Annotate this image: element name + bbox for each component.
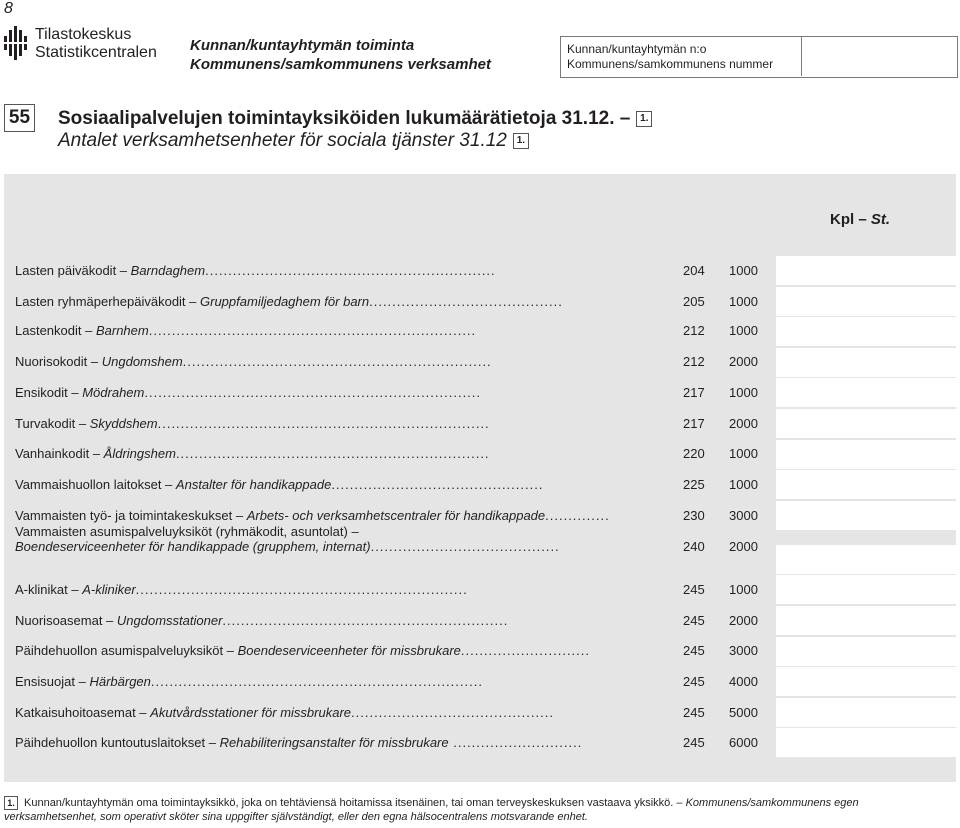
count-input[interactable] <box>776 287 956 316</box>
logo-name-sv: Statistikcentralen <box>35 44 157 61</box>
row-label: Lasten ryhmäperhepäiväkodit – Gruppfamiljedaghem för barn.......................................... <box>15 294 563 309</box>
row-label: Päihdehuollon kuntoutuslaitokset – Rehabiliteringsanstalter för missbrukare ............................ <box>15 735 583 750</box>
org-number-input[interactable] <box>801 36 957 76</box>
count-input[interactable] <box>776 256 956 285</box>
row-code-1: 245 <box>683 582 705 597</box>
count-input[interactable] <box>776 409 956 438</box>
row-label: Boendeserviceenheter för handikappade (grupphem, internat)......................................... <box>15 539 560 554</box>
count-input[interactable] <box>776 698 956 727</box>
row-label: Vammaishuollon laitokset – Anstalter för handikappade.............................................. <box>15 477 544 492</box>
count-input[interactable] <box>776 440 956 469</box>
question-title-sv: Antalet verksamhetsenheter för sociala tjänster 31.12 1. <box>58 130 652 152</box>
row-code-2: 1000 <box>729 385 758 400</box>
org-number-label-fi: Kunnan/kuntayhtymän n:o <box>567 42 707 56</box>
footnote-sv: Kommunens/samkommunens egen verksamhetsenhet, som operativt sköter sina uppgifter självständigt, eller den egna hälsocentralens motsvarande enhet. <box>4 797 859 824</box>
row-code-2: 1000 <box>729 263 758 278</box>
footnote-fi: Kunnan/kuntayhtymän oma toimintayksikkö, joka on tehtäviensä hoitamissa itsenäinen, tai oman terveyskeskuksen vastaava yksikkö. – <box>24 797 683 809</box>
row-label: Ensisuojat – Härbärgen........................................................................ <box>15 674 483 689</box>
row-label: Lastenkodit – Barnhem....................................................................... <box>15 323 477 338</box>
row-code-2: 6000 <box>729 735 758 750</box>
row-code-1: 245 <box>683 643 705 658</box>
count-input[interactable] <box>776 348 956 377</box>
row-label: A-klinikat – A-kliniker........................................................................ <box>15 582 468 597</box>
statistics-finland-logo <box>4 24 184 66</box>
row-code-1: 217 <box>683 416 705 431</box>
count-input[interactable] <box>776 575 956 604</box>
count-input[interactable] <box>776 501 956 530</box>
org-number-label-sv: Kommunens/samkommunens nummer <box>567 57 774 71</box>
row-code-1: 217 <box>683 385 705 400</box>
row-code-2: 1000 <box>729 582 758 597</box>
row-code-1: 245 <box>683 705 705 720</box>
row-label: Nuorisokodit – Ungdomshem................................................................... <box>15 354 492 369</box>
row-label: Turvakodit – Skyddshem........................................................................ <box>15 416 490 431</box>
page-number: 8 <box>4 0 13 17</box>
count-input[interactable] <box>776 728 956 757</box>
row-code-1: 240 <box>683 539 705 554</box>
footnote-ref-badge: 1. <box>4 796 18 810</box>
unit-header-sep: – <box>854 211 871 228</box>
row-label: Päihdehuollon asumispalveluyksiköt – Boendeserviceenheter för missbrukare............................ <box>15 643 591 658</box>
row-label: Vanhainkodit – Åldringshem.................................................................... <box>15 446 490 461</box>
unit-header-fi: Kpl <box>830 211 855 228</box>
org-number-field <box>560 36 958 78</box>
count-input[interactable] <box>776 317 956 346</box>
org-header-fi: Kunnan/kuntayhtymän toiminta <box>190 37 415 54</box>
question-number: 55 <box>4 104 35 132</box>
row-label: Ensikodit – Mödrahem......................................................................... <box>15 385 482 400</box>
row-label: Katkaisuhoitoasemat – Akutvårdsstationer för missbrukare............................................ <box>15 705 554 720</box>
count-input[interactable] <box>776 667 956 696</box>
org-number-label <box>567 42 773 72</box>
note-ref-badge: 1. <box>513 133 529 149</box>
row-code-2: 1000 <box>729 294 758 309</box>
row-code-2: 4000 <box>729 674 758 689</box>
unit-header-sv: St. <box>870 211 891 228</box>
row-code-1: 212 <box>683 323 705 338</box>
count-input[interactable] <box>776 606 956 635</box>
question-title-fi: Sosiaalipalvelujen toimintayksiköiden lukumäärätietoja 31.12. – 1. <box>58 108 652 130</box>
row-code-2: 3000 <box>729 643 758 658</box>
row-code-1: 225 <box>683 477 705 492</box>
row-code-2: 5000 <box>729 705 758 720</box>
question-title <box>58 108 652 152</box>
org-header-sv: Kommunens/samkommunens verksamhet <box>190 56 491 73</box>
count-input[interactable] <box>776 637 956 666</box>
row-code-2: 2000 <box>729 613 758 628</box>
row-code-2: 1000 <box>729 477 758 492</box>
row-code-2: 1000 <box>729 323 758 338</box>
unit-header <box>830 211 890 228</box>
row-label-fi: Vammaisten asumispalveluyksiköt (ryhmäkodit, asuntolat) – <box>15 524 359 539</box>
row-code-2: 3000 <box>729 508 758 523</box>
row-code-1: 245 <box>683 613 705 628</box>
row-label: Nuorisoasemat – Ungdomsstationer.............................................................. <box>15 613 509 628</box>
row-code-1: 220 <box>683 446 705 461</box>
row-label: Lasten päiväkodit – Barndaghem............................................................... <box>15 263 496 278</box>
row-code-1: 245 <box>683 735 705 750</box>
logo-mark-icon <box>4 26 30 60</box>
org-header <box>190 36 491 74</box>
row-code-2: 2000 <box>729 539 758 554</box>
footnote <box>4 796 954 824</box>
row-code-1: 245 <box>683 674 705 689</box>
row-code-1: 230 <box>683 508 705 523</box>
note-ref-badge: 1. <box>636 111 652 127</box>
row-label: Vammaisten työ- ja toimintakeskukset – Arbets- och verksamhetscentraler för handikappade.............. <box>15 508 610 523</box>
count-input[interactable] <box>776 378 956 407</box>
row-code-1: 205 <box>683 294 705 309</box>
row-code-2: 2000 <box>729 354 758 369</box>
row-code-2: 1000 <box>729 446 758 461</box>
count-input[interactable] <box>776 545 956 574</box>
count-input[interactable] <box>776 470 956 499</box>
row-code-1: 212 <box>683 354 705 369</box>
row-code-1: 204 <box>683 263 705 278</box>
logo-name-fi: Tilastokeskus <box>35 26 132 43</box>
row-code-2: 2000 <box>729 416 758 431</box>
